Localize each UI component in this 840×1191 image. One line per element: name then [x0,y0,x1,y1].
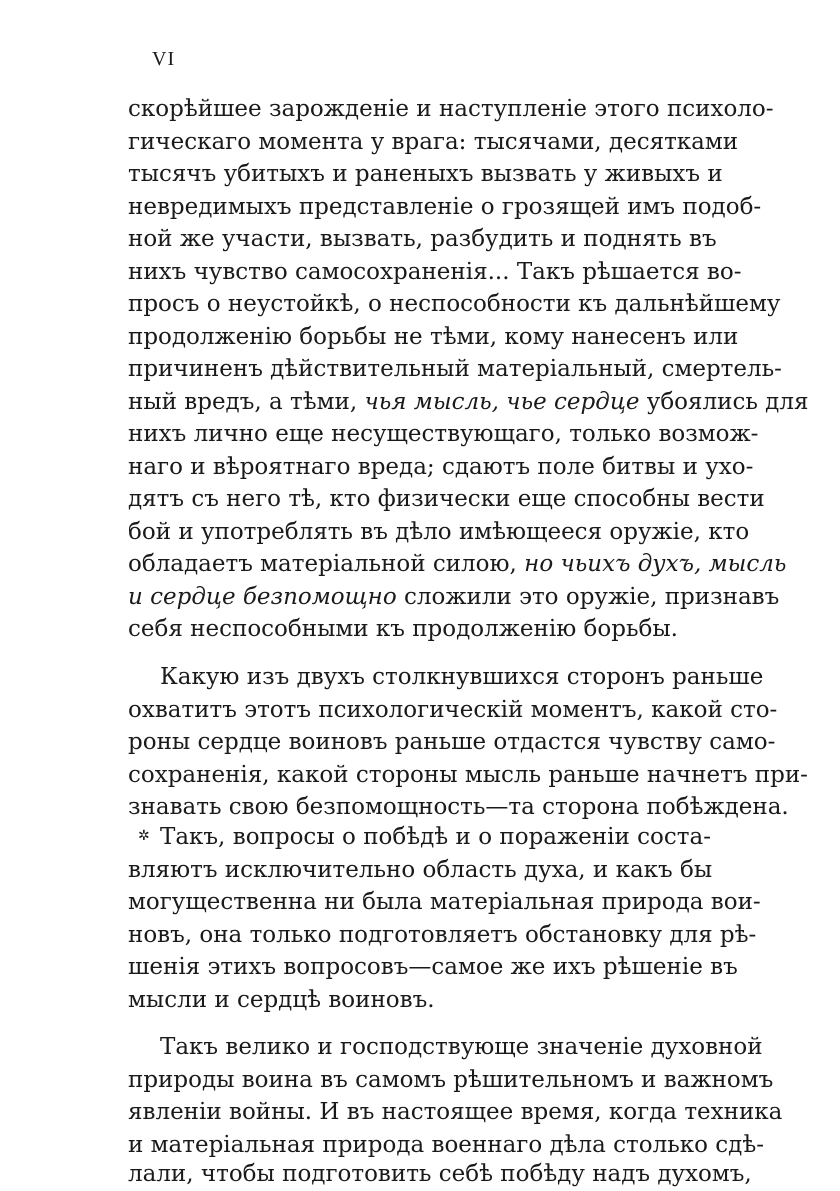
text-run: убоялись для [639,389,809,415]
text-line: наго и вѣроятнаго вреда; сдаютъ поле битвы и ухо- [128,454,754,480]
text-line: нихъ чувство самосохраненія... Такъ рѣшается во- [128,259,742,285]
text-line: охватитъ этотъ психологическій моментъ, какой сто- [128,697,778,723]
text-run: ный вредъ, а тѣми, [128,389,365,415]
text-line: нихъ лично еще несуществующаго, только возмож- [128,421,759,447]
text-line-with-italic [128,580,780,614]
text-line: мысли и сердцѣ воиновъ. [128,987,435,1013]
text-line: лали, чтобы подготовить себѣ побѣду надъ духомъ, [128,1161,752,1187]
text-line: знавать свою безпомощность—та сторона побѣждена. [128,794,789,820]
text-line: новъ, она только подготовляетъ обстановку для рѣ- [128,922,757,948]
text-line: шенія этихъ вопросовъ—самое же ихъ рѣшеніе въ [128,954,738,980]
text-run: обладаетъ матеріальной силою, [128,551,525,577]
text-line-with-italic [128,547,787,581]
text-line: явленіи войны. И въ настоящее время, когда техника [128,1099,783,1125]
text-line: бой и употреблять въ дѣло имѣющееся оружіе, кто [128,519,750,545]
text-line: причиненъ дѣйствительный матеріальный, смертель- [128,356,782,382]
text-line: природы воина въ самомъ рѣшительномъ и важномъ [128,1067,774,1093]
text-line: тысячъ убитыхъ и раненыхъ вызвать у живыхъ и [128,161,723,187]
text-line: Какую изъ двухъ столкнувшихся сторонъ раньше [160,664,764,690]
text-line: могущественна ни была матеріальная природа вои- [128,889,761,915]
text-line: вляютъ исключительно область духа, и какъ бы [128,857,713,883]
text-line: ной же участи, вызвать, разбудить и поднять въ [128,226,717,252]
text-line: гическаго момента у врага: тысячами, десятками [128,129,739,155]
italic-run: чья мысль, чье сердце [364,389,640,415]
text-line: невредимыхъ представленіе о грозящей имъ подоб- [128,194,762,220]
text-line: дятъ съ него тѣ, кто физически еще способны вести [128,486,765,512]
text-line-with-italic [128,385,809,419]
page-number: VI [152,48,176,70]
text-line: скорѣйшее зарожденіе и наступленіе этого психоло- [128,96,774,122]
text-line: и матеріальная природа военнаго дѣла столько сдѣ- [128,1132,764,1158]
text-line: просъ о неустойкѣ, о неспособности къ дальнѣйшему [128,291,781,317]
text-line: Такъ велико и господствующе значеніе духовной [160,1034,763,1060]
text-line: себя неспособными къ продолженію борьбы. [128,616,678,642]
margin-mark: ✲ [138,828,150,844]
italic-run: но чьихъ духъ, мысль [524,551,787,577]
italic-run: и сердце безпомощно [128,584,397,610]
text-line: продолженію борьбы не тѣми, кому нанесенъ или [128,324,739,350]
text-line: роны сердце воиновъ раньше отдастся чувству само- [128,729,776,755]
text-line: сохраненія, какой стороны мысль раньше начнетъ при- [128,762,808,788]
text-run: сложили это оружіе, признавъ [396,584,780,610]
text-line: Такъ, вопросы о побѣдѣ и о пораженіи соста- [160,824,711,850]
